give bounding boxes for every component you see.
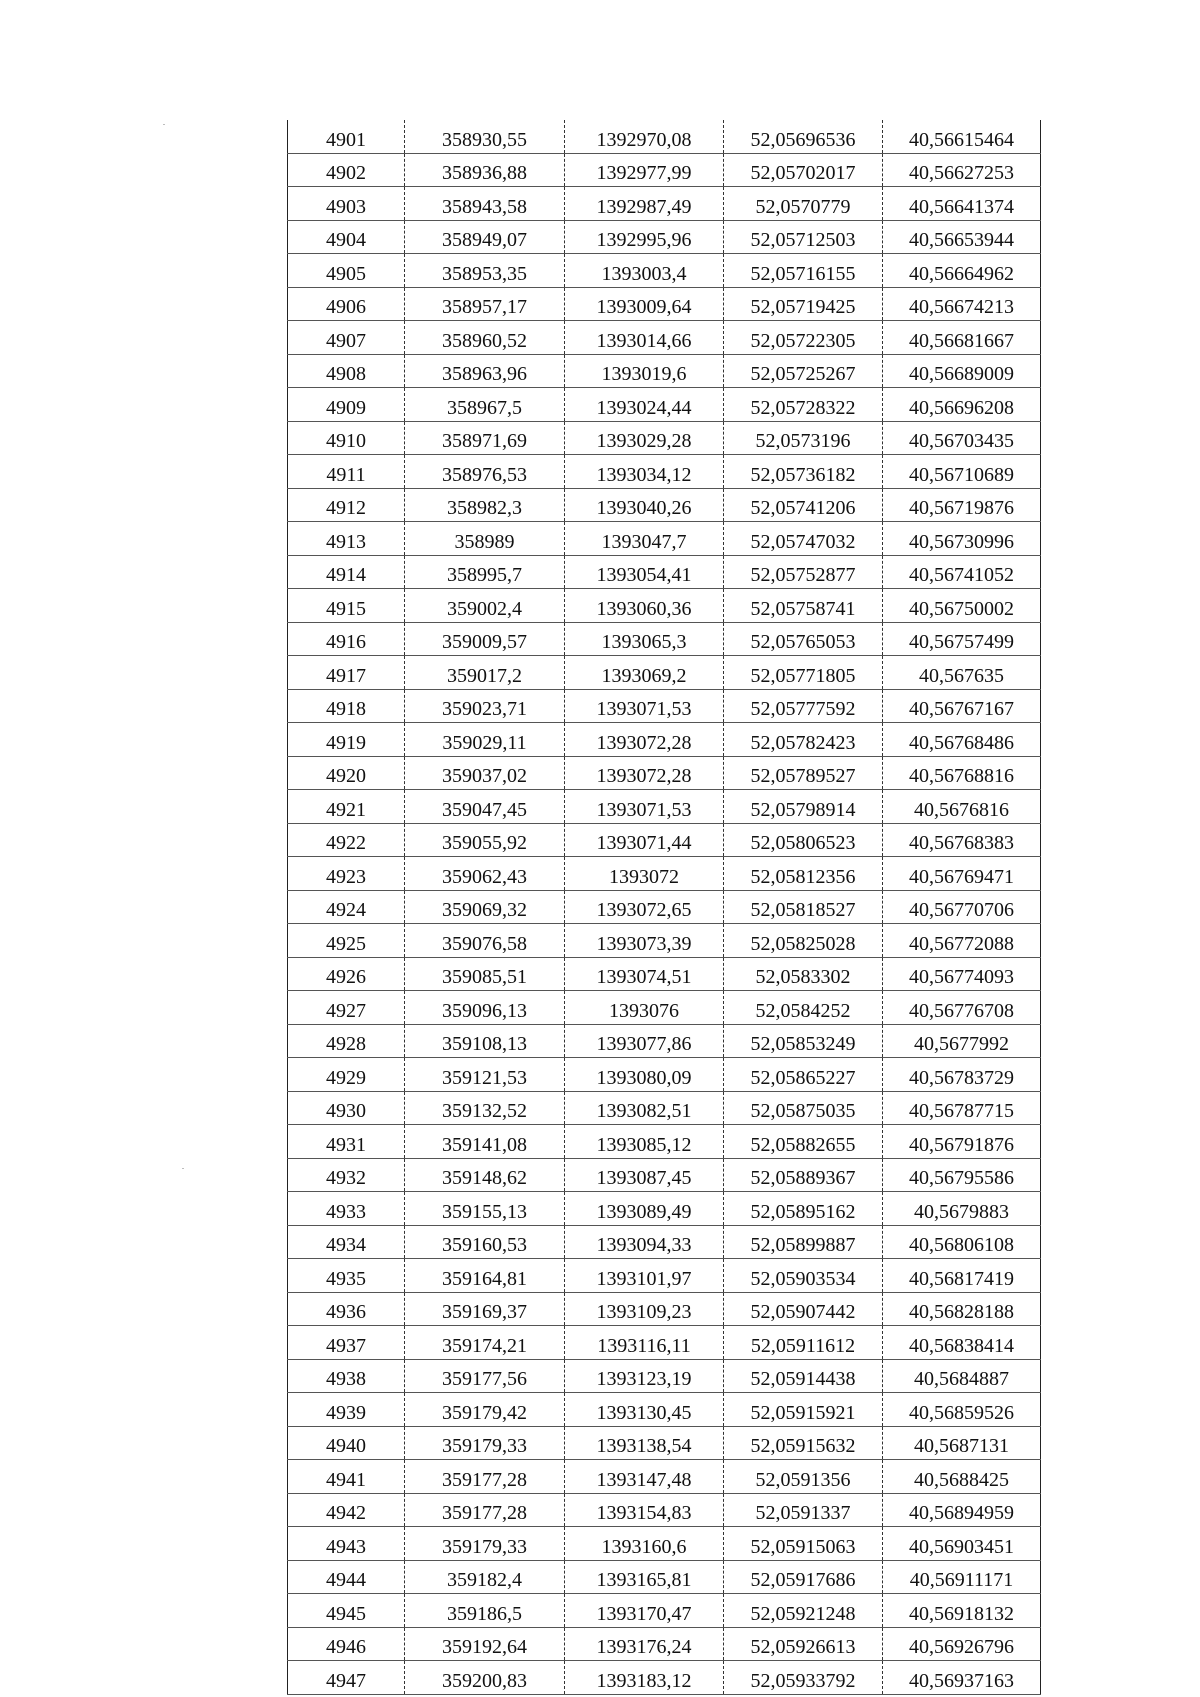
table-row: [288, 1661, 1041, 1695]
y-coordinate-cell: 1393071,53: [565, 790, 724, 824]
latitude-cell: 52,05725267: [724, 354, 883, 388]
y-coordinate-cell: 1393165,81: [565, 1560, 724, 1594]
latitude-cell: 52,05903534: [724, 1259, 883, 1293]
x-coordinate-cell: 359055,92: [405, 823, 565, 857]
y-coordinate-cell: 1393071,44: [565, 823, 724, 857]
y-coordinate-cell: 1392970,08: [565, 120, 724, 153]
latitude-cell: 52,05899887: [724, 1225, 883, 1259]
point-number-cell: 4906: [288, 287, 405, 321]
point-number-cell: 4923: [288, 857, 405, 891]
x-coordinate-cell: 359076,58: [405, 924, 565, 958]
longitude-cell: 40,56627253: [883, 153, 1041, 187]
y-coordinate-cell: 1393080,09: [565, 1058, 724, 1092]
point-number-cell: 4930: [288, 1091, 405, 1125]
longitude-cell: 40,56911171: [883, 1560, 1041, 1594]
y-coordinate-cell: 1393009,64: [565, 287, 724, 321]
point-number-cell: 4929: [288, 1058, 405, 1092]
x-coordinate-cell: 359132,52: [405, 1091, 565, 1125]
table-row: [288, 656, 1041, 690]
latitude-cell: 52,05782423: [724, 723, 883, 757]
y-coordinate-cell: 1393047,7: [565, 522, 724, 556]
scan-speck: [182, 1168, 184, 1169]
table-row: [288, 890, 1041, 924]
latitude-cell: 52,05812356: [724, 857, 883, 891]
table-row: [288, 488, 1041, 522]
x-coordinate-cell: 359096,13: [405, 991, 565, 1025]
point-number-cell: 4938: [288, 1359, 405, 1393]
x-coordinate-cell: 358976,53: [405, 455, 565, 489]
longitude-cell: 40,56787715: [883, 1091, 1041, 1125]
x-coordinate-cell: 359160,53: [405, 1225, 565, 1259]
longitude-cell: 40,5684887: [883, 1359, 1041, 1393]
latitude-cell: 52,05915921: [724, 1393, 883, 1427]
point-number-cell: 4937: [288, 1326, 405, 1360]
point-number-cell: 4921: [288, 790, 405, 824]
point-number-cell: 4940: [288, 1426, 405, 1460]
x-coordinate-cell: 359017,2: [405, 656, 565, 690]
latitude-cell: 52,05889367: [724, 1158, 883, 1192]
table-row: [288, 120, 1041, 153]
table-row: [288, 388, 1041, 422]
table-row: [288, 589, 1041, 623]
y-coordinate-cell: 1393160,6: [565, 1527, 724, 1561]
point-number-cell: 4927: [288, 991, 405, 1025]
latitude-cell: 52,05917686: [724, 1560, 883, 1594]
y-coordinate-cell: 1393034,12: [565, 455, 724, 489]
table-row: [288, 1594, 1041, 1628]
x-coordinate-cell: 358949,07: [405, 220, 565, 254]
x-coordinate-cell: 359177,28: [405, 1460, 565, 1494]
point-number-cell: 4914: [288, 555, 405, 589]
table-row: [288, 187, 1041, 221]
longitude-cell: 40,56894959: [883, 1493, 1041, 1527]
point-number-cell: 4909: [288, 388, 405, 422]
y-coordinate-cell: 1393029,28: [565, 421, 724, 455]
latitude-cell: 52,05789527: [724, 756, 883, 790]
y-coordinate-cell: 1392977,99: [565, 153, 724, 187]
longitude-cell: 40,56757499: [883, 622, 1041, 656]
table-row: [288, 1259, 1041, 1293]
latitude-cell: 52,05747032: [724, 522, 883, 556]
point-number-cell: 4904: [288, 220, 405, 254]
point-number-cell: 4939: [288, 1393, 405, 1427]
longitude-cell: 40,56768383: [883, 823, 1041, 857]
latitude-cell: 52,05771805: [724, 656, 883, 690]
latitude-cell: 52,05865227: [724, 1058, 883, 1092]
latitude-cell: 52,05728322: [724, 388, 883, 422]
x-coordinate-cell: 359029,11: [405, 723, 565, 757]
longitude-cell: 40,56653944: [883, 220, 1041, 254]
x-coordinate-cell: 358936,88: [405, 153, 565, 187]
x-coordinate-cell: 359179,33: [405, 1426, 565, 1460]
point-number-cell: 4922: [288, 823, 405, 857]
x-coordinate-cell: 358957,17: [405, 287, 565, 321]
longitude-cell: 40,56937163: [883, 1661, 1041, 1695]
longitude-cell: 40,56783729: [883, 1058, 1041, 1092]
longitude-cell: 40,56769471: [883, 857, 1041, 891]
longitude-cell: 40,56664962: [883, 254, 1041, 288]
y-coordinate-cell: 1393072,28: [565, 723, 724, 757]
point-number-cell: 4919: [288, 723, 405, 757]
y-coordinate-cell: 1393116,11: [565, 1326, 724, 1360]
y-coordinate-cell: 1393176,24: [565, 1627, 724, 1661]
latitude-cell: 52,05926613: [724, 1627, 883, 1661]
point-number-cell: 4935: [288, 1259, 405, 1293]
table-row: [288, 1058, 1041, 1092]
scan-speck: [163, 124, 165, 125]
point-number-cell: 4915: [288, 589, 405, 623]
table-row: [288, 1326, 1041, 1360]
point-number-cell: 4901: [288, 120, 405, 153]
table-row: [288, 220, 1041, 254]
y-coordinate-cell: 1393087,45: [565, 1158, 724, 1192]
table-row: [288, 354, 1041, 388]
point-number-cell: 4908: [288, 354, 405, 388]
longitude-cell: 40,567635: [883, 656, 1041, 690]
x-coordinate-cell: 359182,4: [405, 1560, 565, 1594]
latitude-cell: 52,05752877: [724, 555, 883, 589]
y-coordinate-cell: 1393082,51: [565, 1091, 724, 1125]
table-row: [288, 689, 1041, 723]
table-row: [288, 522, 1041, 556]
table-row: [288, 1493, 1041, 1527]
table-body: [288, 120, 1041, 1694]
x-coordinate-cell: 359037,02: [405, 756, 565, 790]
point-number-cell: 4928: [288, 1024, 405, 1058]
point-number-cell: 4916: [288, 622, 405, 656]
latitude-cell: 52,05716155: [724, 254, 883, 288]
y-coordinate-cell: 1393077,86: [565, 1024, 724, 1058]
x-coordinate-cell: 359009,57: [405, 622, 565, 656]
latitude-cell: 52,05736182: [724, 455, 883, 489]
table-row: [288, 622, 1041, 656]
longitude-cell: 40,5677992: [883, 1024, 1041, 1058]
point-number-cell: 4947: [288, 1661, 405, 1695]
table-row: [288, 287, 1041, 321]
latitude-cell: 52,05882655: [724, 1125, 883, 1159]
longitude-cell: 40,56926796: [883, 1627, 1041, 1661]
longitude-cell: 40,56772088: [883, 924, 1041, 958]
longitude-cell: 40,5679883: [883, 1192, 1041, 1226]
latitude-cell: 52,05907442: [724, 1292, 883, 1326]
table-row: [288, 555, 1041, 589]
point-number-cell: 4903: [288, 187, 405, 221]
latitude-cell: 52,05915063: [724, 1527, 883, 1561]
y-coordinate-cell: 1393089,49: [565, 1192, 724, 1226]
latitude-cell: 52,05696536: [724, 120, 883, 153]
y-coordinate-cell: 1393138,54: [565, 1426, 724, 1460]
latitude-cell: 52,05915632: [724, 1426, 883, 1460]
x-coordinate-cell: 358963,96: [405, 354, 565, 388]
longitude-cell: 40,56806108: [883, 1225, 1041, 1259]
table-row: [288, 1527, 1041, 1561]
x-coordinate-cell: 359108,13: [405, 1024, 565, 1058]
y-coordinate-cell: 1393071,53: [565, 689, 724, 723]
table-row: [288, 857, 1041, 891]
latitude-cell: 52,0583302: [724, 957, 883, 991]
y-coordinate-cell: 1393054,41: [565, 555, 724, 589]
table-row: [288, 1225, 1041, 1259]
table-row: [288, 1460, 1041, 1494]
y-coordinate-cell: 1393024,44: [565, 388, 724, 422]
table-row: [288, 421, 1041, 455]
latitude-cell: 52,05911612: [724, 1326, 883, 1360]
latitude-cell: 52,05853249: [724, 1024, 883, 1058]
longitude-cell: 40,5687131: [883, 1426, 1041, 1460]
x-coordinate-cell: 358960,52: [405, 321, 565, 355]
x-coordinate-cell: 359169,37: [405, 1292, 565, 1326]
table-row: [288, 1359, 1041, 1393]
latitude-cell: 52,0584252: [724, 991, 883, 1025]
longitude-cell: 40,56776708: [883, 991, 1041, 1025]
point-number-cell: 4946: [288, 1627, 405, 1661]
longitude-cell: 40,56770706: [883, 890, 1041, 924]
x-coordinate-cell: 358982,3: [405, 488, 565, 522]
y-coordinate-cell: 1392995,96: [565, 220, 724, 254]
point-number-cell: 4920: [288, 756, 405, 790]
longitude-cell: 40,56918132: [883, 1594, 1041, 1628]
x-coordinate-cell: 359085,51: [405, 957, 565, 991]
point-number-cell: 4925: [288, 924, 405, 958]
table-row: [288, 924, 1041, 958]
table-row: [288, 1125, 1041, 1159]
longitude-cell: 40,56719876: [883, 488, 1041, 522]
y-coordinate-cell: 1393085,12: [565, 1125, 724, 1159]
latitude-cell: 52,05712503: [724, 220, 883, 254]
longitude-cell: 40,56741052: [883, 555, 1041, 589]
x-coordinate-cell: 359179,42: [405, 1393, 565, 1427]
latitude-cell: 52,05933792: [724, 1661, 883, 1695]
longitude-cell: 40,56703435: [883, 421, 1041, 455]
y-coordinate-cell: 1393170,47: [565, 1594, 724, 1628]
point-number-cell: 4924: [288, 890, 405, 924]
y-coordinate-cell: 1393109,23: [565, 1292, 724, 1326]
point-number-cell: 4944: [288, 1560, 405, 1594]
point-number-cell: 4942: [288, 1493, 405, 1527]
x-coordinate-cell: 359200,83: [405, 1661, 565, 1695]
y-coordinate-cell: 1393003,4: [565, 254, 724, 288]
latitude-cell: 52,05758741: [724, 589, 883, 623]
latitude-cell: 52,0591337: [724, 1493, 883, 1527]
y-coordinate-cell: 1393074,51: [565, 957, 724, 991]
y-coordinate-cell: 1393072,65: [565, 890, 724, 924]
y-coordinate-cell: 1393073,39: [565, 924, 724, 958]
longitude-cell: 40,56774093: [883, 957, 1041, 991]
y-coordinate-cell: 1393065,3: [565, 622, 724, 656]
point-number-cell: 4945: [288, 1594, 405, 1628]
y-coordinate-cell: 1393072,28: [565, 756, 724, 790]
y-coordinate-cell: 1393060,36: [565, 589, 724, 623]
x-coordinate-cell: 359148,62: [405, 1158, 565, 1192]
longitude-cell: 40,56859526: [883, 1393, 1041, 1427]
point-number-cell: 4941: [288, 1460, 405, 1494]
y-coordinate-cell: 1393069,2: [565, 656, 724, 690]
point-number-cell: 4934: [288, 1225, 405, 1259]
x-coordinate-cell: 358989: [405, 522, 565, 556]
y-coordinate-cell: 1393183,12: [565, 1661, 724, 1695]
longitude-cell: 40,56681667: [883, 321, 1041, 355]
x-coordinate-cell: 359179,33: [405, 1527, 565, 1561]
table-row: [288, 321, 1041, 355]
y-coordinate-cell: 1393094,33: [565, 1225, 724, 1259]
table-row: [288, 1627, 1041, 1661]
table-row: [288, 957, 1041, 991]
longitude-cell: 40,56710689: [883, 455, 1041, 489]
longitude-cell: 40,56730996: [883, 522, 1041, 556]
x-coordinate-cell: 359141,08: [405, 1125, 565, 1159]
longitude-cell: 40,5688425: [883, 1460, 1041, 1494]
point-number-cell: 4931: [288, 1125, 405, 1159]
longitude-cell: 40,56791876: [883, 1125, 1041, 1159]
x-coordinate-cell: 358953,35: [405, 254, 565, 288]
latitude-cell: 52,05825028: [724, 924, 883, 958]
x-coordinate-cell: 359177,56: [405, 1359, 565, 1393]
longitude-cell: 40,56795586: [883, 1158, 1041, 1192]
latitude-cell: 52,05914438: [724, 1359, 883, 1393]
x-coordinate-cell: 359186,5: [405, 1594, 565, 1628]
y-coordinate-cell: 1393072: [565, 857, 724, 891]
latitude-cell: 52,05895162: [724, 1192, 883, 1226]
table-row: [288, 455, 1041, 489]
latitude-cell: 52,05818527: [724, 890, 883, 924]
point-number-cell: 4912: [288, 488, 405, 522]
table-row: [288, 1024, 1041, 1058]
latitude-cell: 52,05719425: [724, 287, 883, 321]
point-number-cell: 4926: [288, 957, 405, 991]
point-number-cell: 4910: [288, 421, 405, 455]
table-row: [288, 1393, 1041, 1427]
point-number-cell: 4918: [288, 689, 405, 723]
longitude-cell: 40,56768486: [883, 723, 1041, 757]
x-coordinate-cell: 358971,69: [405, 421, 565, 455]
table-row: [288, 1426, 1041, 1460]
y-coordinate-cell: 1393019,6: [565, 354, 724, 388]
x-coordinate-cell: 358967,5: [405, 388, 565, 422]
table-row: [288, 823, 1041, 857]
longitude-cell: 40,56828188: [883, 1292, 1041, 1326]
point-number-cell: 4936: [288, 1292, 405, 1326]
x-coordinate-cell: 359155,13: [405, 1192, 565, 1226]
x-coordinate-cell: 359121,53: [405, 1058, 565, 1092]
table-row: [288, 991, 1041, 1025]
x-coordinate-cell: 358930,55: [405, 120, 565, 153]
point-number-cell: 4902: [288, 153, 405, 187]
latitude-cell: 52,05702017: [724, 153, 883, 187]
longitude-cell: 40,56838414: [883, 1326, 1041, 1360]
x-coordinate-cell: 359023,71: [405, 689, 565, 723]
x-coordinate-cell: 359192,64: [405, 1627, 565, 1661]
y-coordinate-cell: 1393014,66: [565, 321, 724, 355]
longitude-cell: 40,56767167: [883, 689, 1041, 723]
point-number-cell: 4905: [288, 254, 405, 288]
x-coordinate-cell: 358995,7: [405, 555, 565, 589]
longitude-cell: 40,56817419: [883, 1259, 1041, 1293]
latitude-cell: 52,05798914: [724, 790, 883, 824]
point-number-cell: 4913: [288, 522, 405, 556]
table-row: [288, 254, 1041, 288]
latitude-cell: 52,05741206: [724, 488, 883, 522]
table-row: [288, 1192, 1041, 1226]
y-coordinate-cell: 1393040,26: [565, 488, 724, 522]
point-number-cell: 4907: [288, 321, 405, 355]
point-number-cell: 4911: [288, 455, 405, 489]
table-row: [288, 790, 1041, 824]
point-number-cell: 4933: [288, 1192, 405, 1226]
point-number-cell: 4943: [288, 1527, 405, 1561]
longitude-cell: 40,56903451: [883, 1527, 1041, 1561]
latitude-cell: 52,0570779: [724, 187, 883, 221]
latitude-cell: 52,05777592: [724, 689, 883, 723]
longitude-cell: 40,56674213: [883, 287, 1041, 321]
coordinate-table: [287, 120, 1041, 1695]
longitude-cell: 40,56615464: [883, 120, 1041, 153]
y-coordinate-cell: 1393130,45: [565, 1393, 724, 1427]
x-coordinate-cell: 359177,28: [405, 1493, 565, 1527]
x-coordinate-cell: 359062,43: [405, 857, 565, 891]
longitude-cell: 40,5676816: [883, 790, 1041, 824]
x-coordinate-cell: 358943,58: [405, 187, 565, 221]
latitude-cell: 52,05765053: [724, 622, 883, 656]
point-number-cell: 4917: [288, 656, 405, 690]
y-coordinate-cell: 1393101,97: [565, 1259, 724, 1293]
longitude-cell: 40,56641374: [883, 187, 1041, 221]
latitude-cell: 52,0591356: [724, 1460, 883, 1494]
table-row: [288, 756, 1041, 790]
y-coordinate-cell: 1393123,19: [565, 1359, 724, 1393]
x-coordinate-cell: 359164,81: [405, 1259, 565, 1293]
y-coordinate-cell: 1393147,48: [565, 1460, 724, 1494]
latitude-cell: 52,05722305: [724, 321, 883, 355]
table-row: [288, 1091, 1041, 1125]
x-coordinate-cell: 359002,4: [405, 589, 565, 623]
latitude-cell: 52,05921248: [724, 1594, 883, 1628]
table-row: [288, 1292, 1041, 1326]
latitude-cell: 52,05806523: [724, 823, 883, 857]
longitude-cell: 40,56696208: [883, 388, 1041, 422]
longitude-cell: 40,56689009: [883, 354, 1041, 388]
longitude-cell: 40,56768816: [883, 756, 1041, 790]
latitude-cell: 52,05875035: [724, 1091, 883, 1125]
table-row: [288, 723, 1041, 757]
x-coordinate-cell: 359047,45: [405, 790, 565, 824]
latitude-cell: 52,0573196: [724, 421, 883, 455]
point-number-cell: 4932: [288, 1158, 405, 1192]
y-coordinate-cell: 1393154,83: [565, 1493, 724, 1527]
table-row: [288, 1560, 1041, 1594]
longitude-cell: 40,56750002: [883, 589, 1041, 623]
y-coordinate-cell: 1392987,49: [565, 187, 724, 221]
x-coordinate-cell: 359069,32: [405, 890, 565, 924]
table-row: [288, 153, 1041, 187]
x-coordinate-cell: 359174,21: [405, 1326, 565, 1360]
y-coordinate-cell: 1393076: [565, 991, 724, 1025]
table-row: [288, 1158, 1041, 1192]
